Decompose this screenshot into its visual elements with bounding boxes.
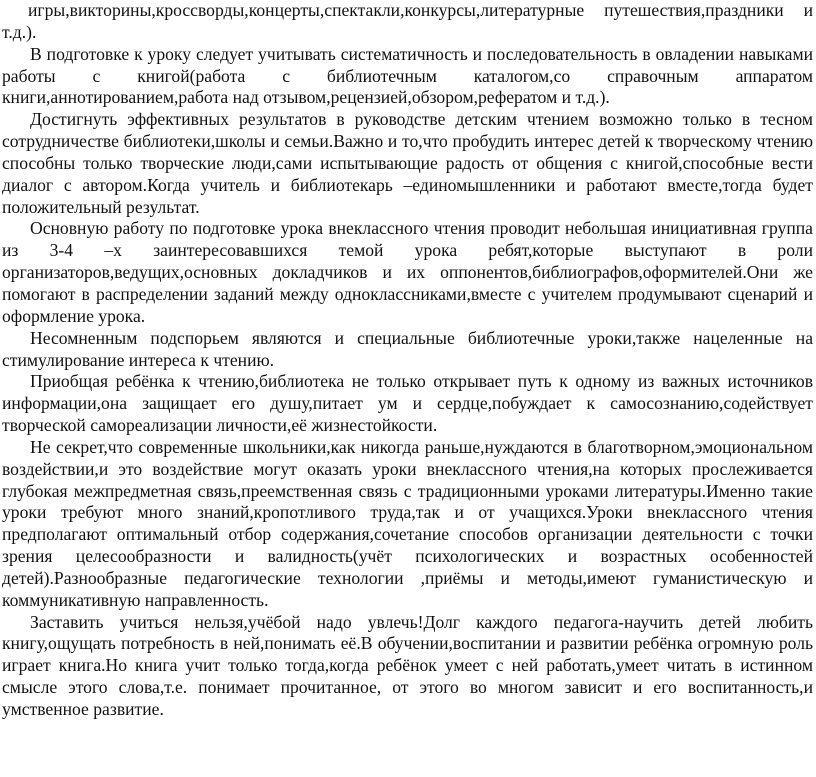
- paragraph-conclusion: Заставить учиться нельзя,учёбой надо увлечь!Долг каждого педагога-научить детей любить книгу,ощущать потребность в ней,понимать её.В обучении,воспитании и развитии ребёнка огромную роль играет книга.Но книга учит только тогда,когда ребёнок умеет с ней работать,умеет читать в истинном смысле этого слова,т.е. понимает прочитанное, от этого во многом зависит и его воспитанность,и умственное развитие.: [2, 611, 813, 719]
- paragraph-continuation: игры,викторины,кроссворды,концерты,спектакли,конкурсы,литературные путешествия,праздники и т.д.).: [2, 0, 813, 42]
- paragraph-cooperation: Достигнуть эффективных результатов в руководстве детским чтением возможно только в тесном сотрудничестве библиотеки,школы и семьи.Важно и то,что пробудить интерес детей к творческому чтению способны только творческие люди,сами испытывающие радость от общения с книгой,способные вести диалог с автором.Когда учитель и библиотекарь –единомышленники и работают вместе,тогда будет положительный результат.: [2, 109, 813, 217]
- paragraph-extracurricular-reading: Не секрет,что современные школьники,как никогда раньше,нуждаются в благотворном,эмоциональном воздействии,и это воздействие могут оказать уроки внеклассного чтения,на которых прослеживается глубокая межпредметная связь,преемственная связь с традиционными уроками литературы.Именно такие уроки требуют много знаний,кропотливого труда,так и от учащихся.Уроки внеклассного чтения предполагают оптимальный отбор содержания,сочетание способов организации деятельности с точки зрения целесообразности и валидность(учёт психологических и возрастных особенностей детей).Разнообразные педагогические технологии ,приёмы и методы,имеют гуманистическую и коммуникативную направленность.: [2, 436, 813, 610]
- paragraph-lesson-preparation: В подготовке к уроку следует учитывать систематичность и последовательность в овладении навыками работы с книгой(работа с библиотечным каталогом,со справочным аппаратом книги,аннотированием,работа над отзывом,рецензией,обзором,рефератом и т.д.).: [2, 43, 813, 108]
- paragraph-library-role: Приобщая ребёнка к чтению,библиотека не только открывает путь к одному из важных источников информации,она защищает его душу,питает ум и сердце,побуждает к самосознанию,содействует творческой самореализации личности,её жизнестойкости.: [2, 371, 813, 436]
- paragraph-library-lessons: Несомненным подспорьем являются и специальные библиотечные уроки,также нацеленные на стимулирование интереса к чтению.: [2, 327, 813, 370]
- paragraph-initiative-group: Основную работу по подготовке урока внеклассного чтения проводит небольшая инициативная группа из 3-4 –х заинтересовавшихся темой урока ребят,которые выступают в роли организаторов,ведущих,основных докладчиков и их оппонентов,библиографов,оформителей.Они же помогают в распределении заданий между одноклассниками,вместе с учителем продумывают сценарий и оформление урока.: [2, 218, 813, 326]
